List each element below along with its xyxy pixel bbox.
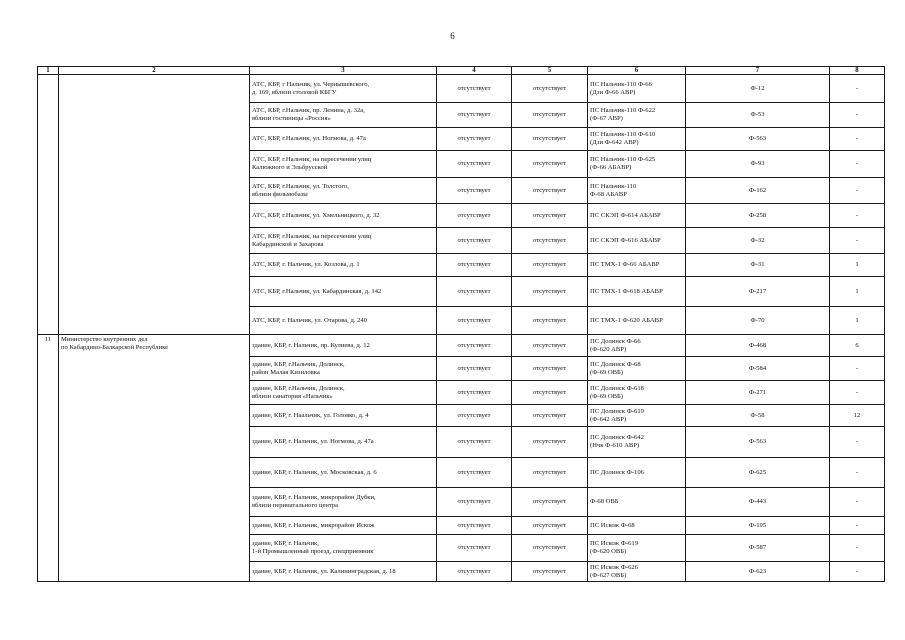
feeder-number: Ф-563	[686, 128, 830, 151]
column-5-value: отсутствует	[512, 335, 588, 357]
table-row	[38, 75, 885, 103]
feeder-number: Ф-58	[686, 405, 830, 427]
cell-line: здание, КБР, г. Наальчик, ул. Головко, д. 4	[252, 411, 369, 419]
cell-line: АТС, КБР, г.Нальчик, пр. Ленина, д. 32а,	[252, 107, 365, 115]
cell-line: вблизи фильмобазы	[252, 190, 308, 198]
object-address	[250, 427, 437, 458]
cell-line: АТС, КБР, г Нальчик, ул. Чернышевского,	[252, 80, 370, 88]
column-5-value: отсутствует	[512, 458, 588, 488]
column-8-value: -	[830, 458, 885, 488]
cell-line: здание, КБР, г. Нальчик, микрорайон Дубки,	[252, 494, 376, 502]
feeder-number: Ф-623	[686, 562, 830, 582]
column-header-1: 1	[38, 67, 59, 75]
object-address	[250, 335, 437, 357]
feeder-number: Ф-93	[686, 151, 830, 178]
column-4-value: отсутствует	[437, 535, 512, 562]
cell-line: здание, КБР, г.Нальчик, Долинск,	[252, 360, 345, 368]
column-5-value: отсутствует	[512, 405, 588, 427]
header-row	[38, 67, 885, 75]
cell-line: Ф-68 ОВБ	[590, 498, 619, 506]
feeder-number: Ф-217	[686, 277, 830, 307]
column-5-value: отсутствует	[512, 488, 588, 517]
substation-feeder	[588, 357, 686, 381]
cell-line: ПС Искож Ф-626	[590, 563, 638, 571]
feeder-number: Ф-53	[686, 103, 830, 128]
cell-line: (Ф-69 ОВБ)	[590, 392, 623, 400]
column-8-value: -	[830, 178, 885, 204]
column-5-value: отсутствует	[512, 228, 588, 254]
cell-line: ПС ТМХ-1 Ф-66 АБАВР	[590, 261, 660, 269]
column-header-2: 2	[59, 67, 250, 75]
column-4-value: отсутствует	[437, 488, 512, 517]
cell-line: (Нчк Ф-610 АВР)	[590, 442, 640, 449]
substation-feeder	[588, 517, 686, 535]
column-4-value: отсутствует	[437, 228, 512, 254]
column-5-value: отсутствует	[512, 151, 588, 178]
column-8-value: -	[830, 151, 885, 178]
cell-line: здание, КБР, г. Нальчик,	[252, 540, 319, 548]
feeder-number: Ф-12	[686, 75, 830, 103]
cell-line: ПС Нальчик-110 Ф-622	[590, 107, 656, 115]
feeder-number: Ф-162	[686, 178, 830, 204]
column-8-value: 1	[830, 254, 885, 277]
cell-line: ПС Нальчик-110 Ф-625	[590, 156, 656, 164]
cell-line: Ф-68 АБАВР	[590, 190, 627, 198]
column-4-value: отсутствует	[437, 178, 512, 204]
object-address	[250, 458, 437, 488]
column-4-value: отсутствует	[437, 458, 512, 488]
cell-line: (Ф-620 АВР)	[590, 345, 627, 353]
cell-line: ПС СКЭП Ф-614 АБАВР	[590, 211, 661, 219]
feeder-number: Ф-587	[686, 535, 830, 562]
group-number	[38, 75, 59, 335]
substation-feeder	[588, 535, 686, 562]
substation-feeder	[588, 103, 686, 128]
object-address	[250, 151, 437, 178]
object-address	[250, 75, 437, 103]
column-5-value: отсутствует	[512, 178, 588, 204]
cell-line: АТС, КБР, г.Нальчик, ул. Ногмова, д. 47а	[252, 135, 366, 143]
table-row	[38, 335, 885, 357]
column-header-5: 5	[512, 67, 588, 75]
column-header-8: 8	[830, 67, 885, 75]
column-5-value: отсутствует	[512, 562, 588, 582]
substation-feeder	[588, 405, 686, 427]
column-8-value: 6	[830, 335, 885, 357]
substation-feeder	[588, 254, 686, 277]
column-4-value: отсутствует	[437, 357, 512, 381]
column-4-value: отсутствует	[437, 204, 512, 228]
object-address	[250, 228, 437, 254]
feeder-number: Ф-32	[686, 228, 830, 254]
feeder-number: Ф-584	[686, 357, 830, 381]
column-5-value: отсутствует	[512, 128, 588, 151]
cell-line: (Ф-66 АБАВР)	[590, 164, 632, 171]
column-5-value: отсутствует	[512, 307, 588, 335]
feeder-number: Ф-563	[686, 427, 830, 458]
cell-line: (Ф-69 ОВБ)	[590, 368, 623, 376]
object-address	[250, 128, 437, 151]
cell-line: ПС Нальчик-110	[590, 182, 637, 190]
feeder-number: Ф-258	[686, 204, 830, 228]
object-address	[250, 517, 437, 535]
column-5-value: отсутствует	[512, 427, 588, 458]
column-8-value: -	[830, 204, 885, 228]
column-4-value: отсутствует	[437, 381, 512, 405]
column-4-value: отсутствует	[437, 307, 512, 335]
cell-line: здание, КБР, г. Нальчик, ул. Калининградская, д. 18	[252, 567, 396, 575]
column-8-value: -	[830, 128, 885, 151]
feeder-number: Ф-625	[686, 458, 830, 488]
cell-line: 1-й Промышленный проезд, спецприемник	[252, 548, 374, 555]
column-5-value: отсутствует	[512, 277, 588, 307]
column-5-value: отсутствует	[512, 357, 588, 381]
cell-line: здание, КБР, г.Нальчик, Долинск,	[252, 384, 345, 392]
object-address	[250, 381, 437, 405]
column-5-value: отсутствует	[512, 517, 588, 535]
organization-name	[59, 335, 250, 582]
cell-line: ПС Долинск Ф-66	[590, 337, 641, 345]
object-address	[250, 307, 437, 335]
cell-line: (Ф-642 АВР)	[590, 415, 627, 423]
feeder-number: Ф-271	[686, 381, 830, 405]
object-address	[250, 204, 437, 228]
substation-feeder	[588, 75, 686, 103]
column-header-6: 6	[588, 67, 686, 75]
column-header-7: 7	[686, 67, 830, 75]
column-8-value: -	[830, 75, 885, 103]
cell-line: ПС СКЭП Ф-616 АБАВР	[590, 236, 661, 244]
cell-line: АТС, КБР, г. Нальчик, ул. Отарова, д. 240	[252, 316, 368, 324]
object-address	[250, 357, 437, 381]
column-8-value: -	[830, 535, 885, 562]
column-4-value: отсутствует	[437, 427, 512, 458]
feeder-number: Ф-443	[686, 488, 830, 517]
column-8-value: -	[830, 228, 885, 254]
substation-feeder	[588, 151, 686, 178]
column-4-value: отсутствует	[437, 103, 512, 128]
column-4-value: отсутствует	[437, 254, 512, 277]
column-5-value: отсутствует	[512, 204, 588, 228]
organization-name	[59, 75, 250, 335]
cell-line: ПС ТМХ-1 Ф-618 АБАВР	[590, 287, 663, 295]
substation-feeder	[588, 228, 686, 254]
cell-line: (Дзи Ф-66 АВР)	[590, 88, 636, 96]
cell-line: АТС, КБР, г.Нальчик, ул. Кабардинская, д. 142	[252, 287, 382, 295]
cell-line: АТС, КБР, г.Нальчик, на пересечении улиц	[252, 232, 372, 240]
cell-line: здание, КБР, г. Нальчик, ул. Московская, д. 6	[252, 468, 377, 476]
cell-line: здание, КБР, г. Нальчик, пр. Кулиева, д. 12	[252, 341, 370, 349]
column-8-value: -	[830, 427, 885, 458]
column-5-value: отсутствует	[512, 254, 588, 277]
cell-line: ПС Нальчик-110 Ф-66	[590, 80, 652, 88]
cell-line: (Ф-627 ОВБ)	[590, 571, 627, 579]
object-address	[250, 103, 437, 128]
group-number: 11	[38, 335, 59, 582]
cell-line: ПС Искож Ф-619	[590, 540, 638, 548]
cell-line: Калюжного и Эльбрусской	[252, 164, 328, 171]
feeder-number: Ф-195	[686, 517, 830, 535]
object-address	[250, 254, 437, 277]
cell-line: (Дзи Ф-642 АВР)	[590, 139, 639, 146]
cell-line: район Малая Кизиловка	[252, 368, 320, 376]
column-header-3: 3	[250, 67, 437, 75]
substation-table	[37, 66, 885, 582]
cell-line: ПС Искож Ф-68	[590, 521, 635, 529]
column-5-value: отсутствует	[512, 75, 588, 103]
column-4-value: отсутствует	[437, 405, 512, 427]
cell-line: ПС Долинск Ф-619	[590, 407, 644, 415]
column-8-value: -	[830, 517, 885, 535]
column-8-value: -	[830, 103, 885, 128]
column-5-value: отсутствует	[512, 103, 588, 128]
column-4-value: отсутствует	[437, 128, 512, 151]
column-4-value: отсутствует	[437, 562, 512, 582]
substation-feeder	[588, 381, 686, 405]
feeder-number: Ф-31	[686, 254, 830, 277]
object-address	[250, 405, 437, 427]
cell-line: АТС, КБР, г. Нальчик, ул. Козлова, д. 1	[252, 261, 360, 269]
feeder-number: Ф-468	[686, 335, 830, 357]
cell-line: ПС Долинск Ф-68	[590, 360, 641, 368]
page-number: 6	[450, 31, 455, 41]
cell-line: д. 169, вблизи столовой КБГУ	[252, 88, 337, 96]
cell-line: вблизи перинатального центра	[252, 502, 339, 509]
column-8-value: -	[830, 357, 885, 381]
column-5-value: отсутствует	[512, 381, 588, 405]
cell-line: (Ф-620 ОВБ)	[590, 548, 627, 555]
cell-line: Министерство внутренних дел	[61, 336, 148, 343]
column-4-value: отсутствует	[437, 517, 512, 535]
column-8-value: 12	[830, 405, 885, 427]
cell-line: вблизи санатория «Нальчик»	[252, 392, 333, 400]
cell-line: АТС, КБР, г.Нальчик, ул. Толстого,	[252, 182, 349, 190]
cell-line: здание, КБР, г. Нальчик, микрорайон Искож	[252, 521, 375, 529]
cell-line: ПС Долинск Ф-106	[590, 468, 644, 476]
column-5-value: отсутствует	[512, 535, 588, 562]
cell-line: ПС Долинск Ф-642	[590, 434, 644, 442]
cell-line: ПС Нальчик-110 Ф-610	[590, 131, 656, 139]
substation-feeder	[588, 128, 686, 151]
column-8-value: -	[830, 488, 885, 517]
column-4-value: отсутствует	[437, 335, 512, 357]
table-body	[38, 67, 885, 582]
column-8-value: -	[830, 562, 885, 582]
object-address	[250, 562, 437, 582]
cell-line: Кабардинской и Захарова	[252, 240, 324, 248]
cell-line: (Ф-67 АВР)	[590, 115, 623, 122]
substation-feeder	[588, 335, 686, 357]
column-header-4: 4	[437, 67, 512, 75]
column-4-value: отсутствует	[437, 277, 512, 307]
substation-feeder	[588, 178, 686, 204]
substation-feeder	[588, 277, 686, 307]
cell-line: вблизи гостиницы «Россия»	[252, 115, 331, 122]
object-address	[250, 535, 437, 562]
substation-feeder	[588, 458, 686, 488]
substation-feeder	[588, 562, 686, 582]
substation-feeder	[588, 427, 686, 458]
substation-feeder	[588, 488, 686, 517]
cell-line: АТС, КБР, г.Нальчик, ул. Хмельницкого, д. 32	[252, 211, 380, 219]
object-address	[250, 178, 437, 204]
object-address	[250, 277, 437, 307]
cell-line: здание, КБР, г. Нальчик, ул. Ногмова, д. 47а	[252, 438, 374, 446]
feeder-number: Ф-70	[686, 307, 830, 335]
column-8-value: 1	[830, 277, 885, 307]
cell-line: ПС ТМХ-1 Ф-620 АБАВР	[590, 316, 663, 324]
column-4-value: отсутствует	[437, 151, 512, 178]
column-4-value: отсутствует	[437, 75, 512, 103]
cell-line: ПС Долинск Ф-618	[590, 384, 644, 392]
column-8-value: 1	[830, 307, 885, 335]
cell-line: АТС, КБР, г.Нальчик, на пересечении улиц	[252, 156, 372, 164]
object-address	[250, 488, 437, 517]
column-8-value: -	[830, 381, 885, 405]
substation-feeder	[588, 307, 686, 335]
substation-feeder	[588, 204, 686, 228]
cell-line: по Кабардино-Балкарской Республике	[61, 343, 169, 351]
